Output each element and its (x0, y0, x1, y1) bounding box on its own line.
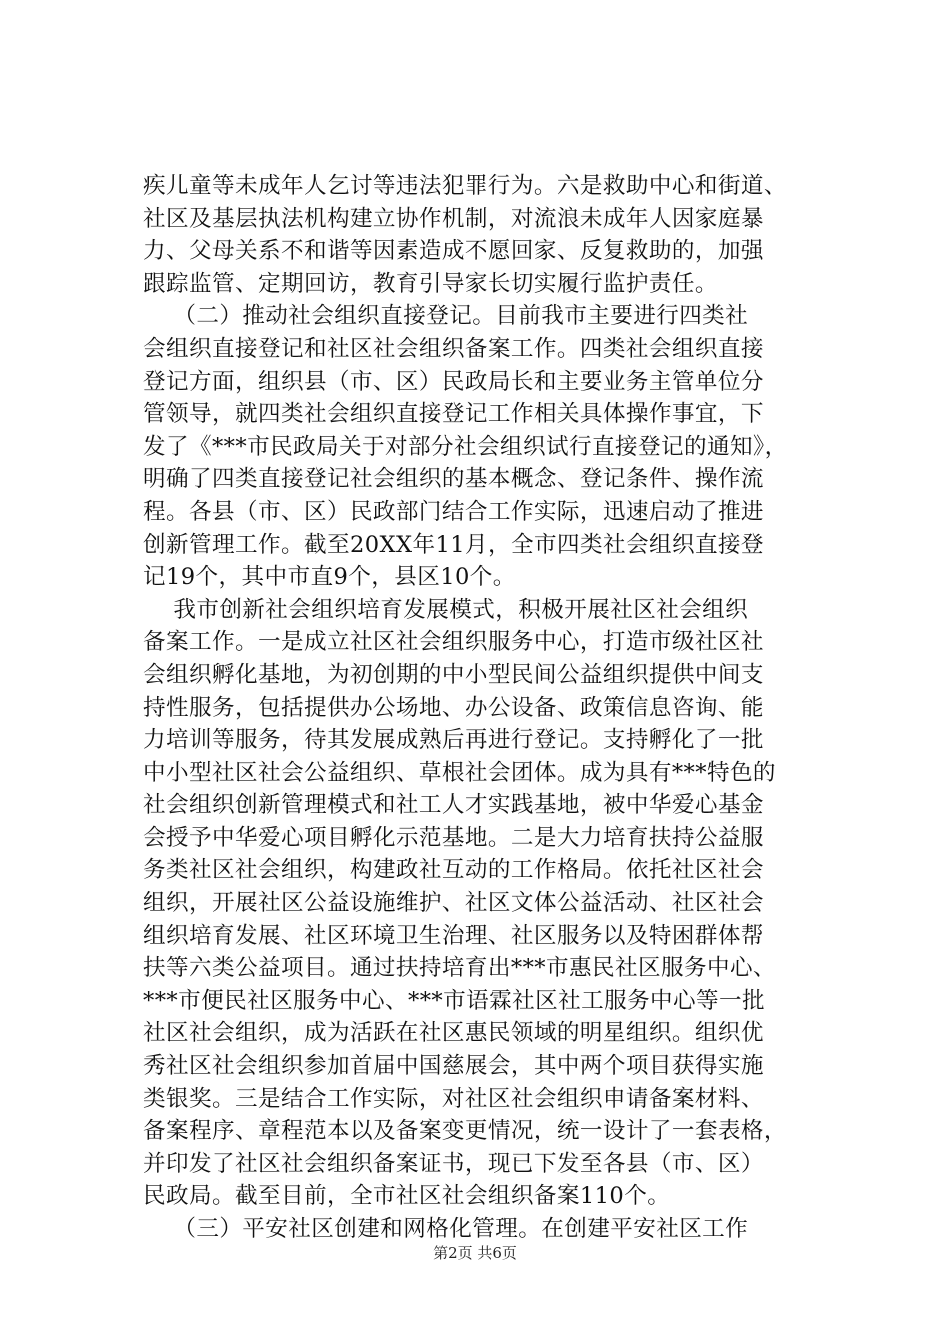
text-line: 管领导，就四类社会组织直接登记工作相关具体操作事宜，下 (143, 401, 764, 428)
text-line: 会组织孵化基地，为初创期的中小型民间公益组织提供中间支 (143, 661, 764, 688)
text-line: 明确了四类直接登记社会组织的基本概念、登记条件、操作流 (143, 466, 764, 493)
text-line: 力、父母关系不和谐等因素造成不愿回家、反复救助的，加强 (143, 238, 764, 265)
text-line: 并印发了社区社会组织备案证书，现已下发至各县（市、区） (143, 1150, 764, 1177)
text-line: 跟踪监管、定期回访，教育引导家长切实履行监护责任。 (143, 270, 718, 297)
text-line: 组织培育发展、社区环境卫生治理、社区服务以及特困群体帮 (143, 922, 764, 949)
text-line: 中小型社区社会公益组织、草根社会团体。成为具有***特色的 (143, 759, 776, 786)
text-line: 社区及基层执法机构建立协作机制，对流浪未成年人因家庭暴 (143, 205, 764, 232)
text-line: 备案程序、章程范本以及备案变更情况，统一设计了一套表格， (143, 1118, 787, 1145)
text-line: 疾儿童等未成年人乞讨等违法犯罪行为。六是救助中心和街道、 (143, 173, 787, 199)
text-line: 会授予中华爱心项目孵化示范基地。二是大力培育扶持公益服 (143, 824, 764, 851)
text-line: 务类社区社会组织，构建政社互动的工作格局。依托社区社会 (143, 857, 764, 884)
text-line: 备案工作。一是成立社区社会组织服务中心，打造市级社区社 (143, 629, 764, 656)
text-line: 民政局。截至目前，全市社区社会组织备案110个。 (143, 1183, 671, 1210)
text-line: 社会组织创新管理模式和社工人才实践基地，被中华爱心基金 (143, 792, 764, 819)
text-line: 持性服务，包括提供办公场地、办公设备、政策信息咨询、能 (143, 694, 764, 721)
text-line: 程。各县（市、区）民政部门结合工作实际，迅速启动了推进 (143, 498, 764, 525)
text-line: 记19个，其中市直9个，县区10个。 (143, 564, 516, 591)
text-line: 力培训等服务，待其发展成熟后再进行登记。支持孵化了一批 (143, 727, 764, 754)
text-line: （二）推动社会组织直接登记。目前我市主要进行四类社 (143, 303, 749, 330)
text-line: 扶等六类公益项目。通过扶持培育出***市惠民社区服务中心、 (143, 955, 776, 982)
text-line: 类银奖。三是结合工作实际，对社区社会组织申请备案材料、 (143, 1085, 764, 1112)
text-line: 秀社区社会组织参加首届中国慈展会，其中两个项目获得实施 (143, 1053, 764, 1080)
text-line: 会组织直接登记和社区社会组织备案工作。四类社会组织直接 (143, 335, 764, 362)
text-line: 发了《***市民政局关于对部分社会组织试行直接登记的通知》， (143, 433, 788, 460)
text-line: 创新管理工作。截至20XX年11月，全市四类社会组织直接登 (143, 531, 764, 558)
page-footer: 第2页 共6页 (433, 1244, 517, 1262)
body-text (143, 170, 833, 1246)
text-line: （三）平安社区创建和网格化管理。在创建平安社区工作 (143, 1216, 749, 1242)
text-line: 社区社会组织，成为活跃在社区惠民领域的明星组织。组织优 (143, 1020, 764, 1047)
text-line: 我市创新社会组织培育发展模式，积极开展社区社会组织 (143, 596, 749, 623)
text-line: ***市便民社区服务中心、***市语霖社区社工服务中心等一批 (143, 987, 766, 1014)
text-line: 组织，开展社区公益设施维护、社区文体公益活动、社区社会 (143, 890, 764, 917)
text-line: 登记方面，组织县（市、区）民政局长和主要业务主管单位分 (143, 368, 764, 395)
